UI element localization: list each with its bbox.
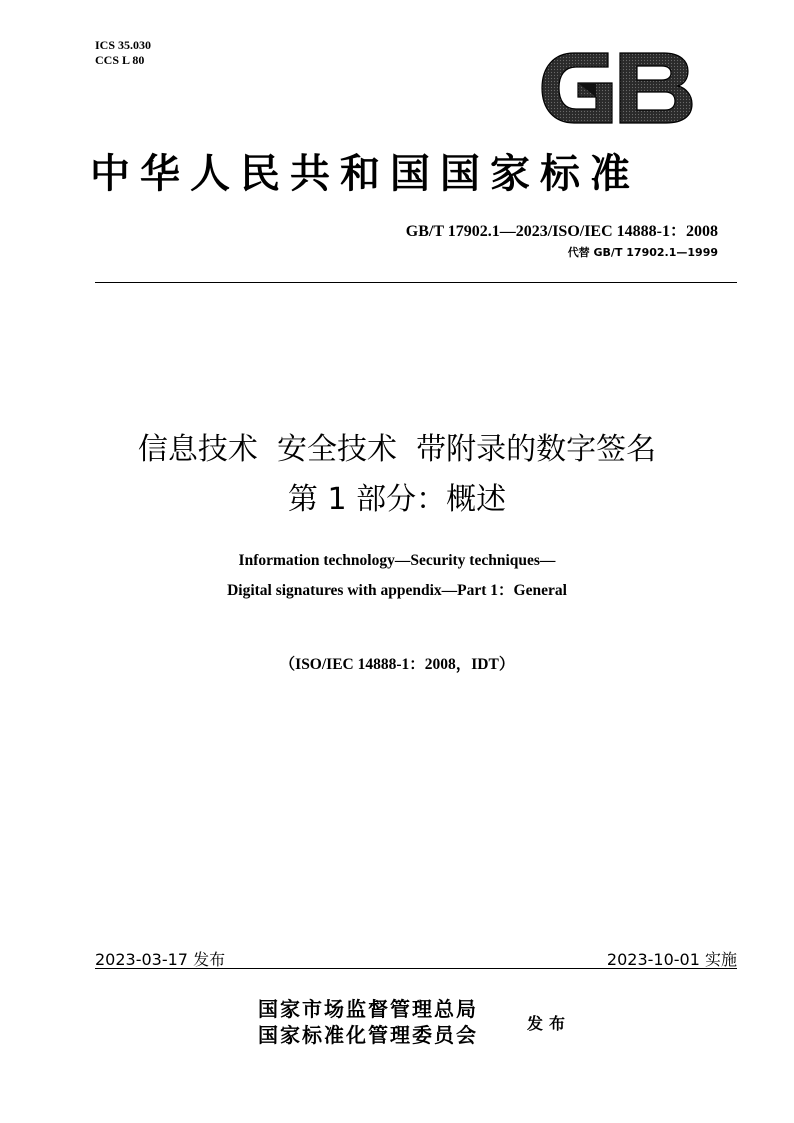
issuer-samr: 国家市场监督管理总局 <box>258 997 478 1021</box>
issuer-sac: 国家标准化管理委员会 <box>258 1023 478 1047</box>
replaces-standard: 代替 GB/T 17902.1—1999 <box>567 246 718 259</box>
header-divider <box>95 282 737 283</box>
title-english-line1: Information technology—Security techniques— <box>238 552 556 569</box>
standard-type-heading: 中华人民共和国国家标准 <box>90 150 640 197</box>
implementation-date: 2023-10-01 实施 <box>606 950 737 969</box>
issue-date: 2023-03-17 发布 <box>95 950 226 969</box>
gb-logo-g-shape <box>542 53 612 123</box>
equivalence-note: （ISO/IEC 14888-1：2008，IDT） <box>279 656 515 673</box>
standard-number: GB/T 17902.1—2023/ISO/IEC 14888-1：2008 <box>405 223 718 240</box>
classification-codes <box>95 38 151 68</box>
title-chinese-line1: 信息技术 安全技术 带附录的数字签名 <box>137 432 657 467</box>
gb-logo <box>538 47 696 129</box>
title-chinese-line2: 第 1 部分：概述 <box>287 482 507 517</box>
title-english-line2: Digital signatures with appendix—Part 1：General <box>227 582 567 599</box>
footer-divider <box>95 968 737 969</box>
gb-logo-b-shape <box>620 53 692 123</box>
ics-code: ICS 35.030 <box>95 38 152 52</box>
ccs-code: CCS L 80 <box>95 53 145 67</box>
publish-label: 发布 <box>527 1014 572 1033</box>
